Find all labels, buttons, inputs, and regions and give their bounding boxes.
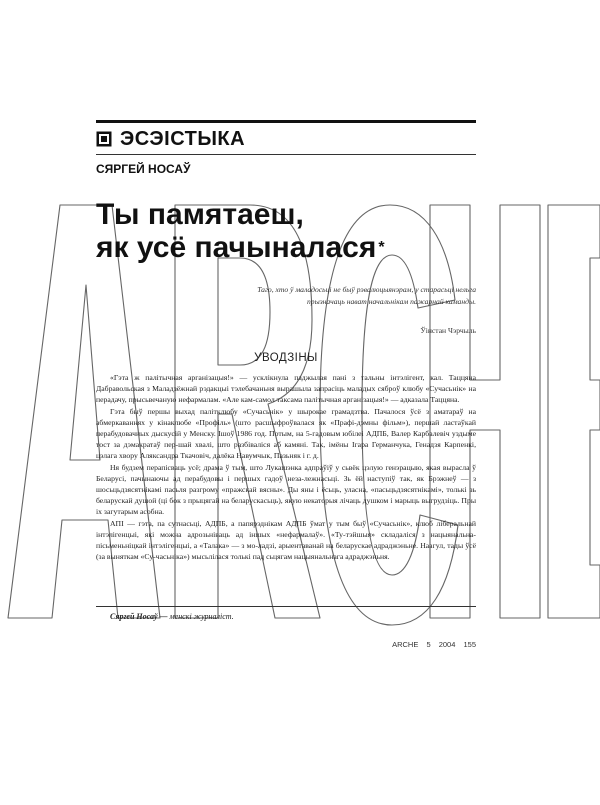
title-line-2 (96, 231, 426, 264)
paragraph: АПІ — гэта, па сутнасьці, АДПБ, а папярэднікам АДПБ ўмат у тым быў «Сучасьнік», клюб ліберальнай інтэлігенцыі, які можна адрозьніваць ад іншых «нефармалаў». «Ту-тэйшыя» складаліся з нацыянальна-пісьменьніцкай інтэлігенцыі, а «Талака» — з мо-ладзі, арыентаванай на беларускае адраджэньне. Наагул, тады ўсё (за выняткам «Су-часьніка») мысьлілася толькі пад сьцягам нацыянальнага адраджэньня. (96, 518, 476, 562)
title-footnote-mark: * (378, 239, 385, 256)
paragraph: Ня будзем перапісваць усё; драма ў тым, што Лукашэнка адпраўіў у сьвёк цэлую генэрацыю, якая вырасла ў Беларусі, пачынаючы ад перабудовы і першых гадоў неза-лежнасьці. Зь ёй наступіў так, як Брэжнеў — з шосьцьдзясятнікамі пасьля разгрому «пражскай вясны». Ды яны і ёсьць, уласна, «пасьцьдзясятнікамі», толькі зь беларускай душой (ці бок з прыцягай на беларускасьць), якую некаторыя лічаць душком і марыць выгрудзіць. Пры іх загутарым асобна. (96, 462, 476, 517)
title-line-2-text: як усё пачыналася (96, 231, 377, 264)
author-name: СЯРГЕЙ НОСАЎ (96, 162, 191, 176)
footnote-role: менскі журналіст. (169, 612, 234, 621)
footnote (110, 612, 234, 621)
section-header (96, 126, 245, 152)
page-info (330, 640, 476, 649)
square-mark-icon (96, 131, 112, 147)
footer-rule (96, 606, 476, 607)
section-title: ЭСЭІСТЫКА (120, 127, 246, 150)
top-rule (96, 120, 476, 123)
journal-name: ARCHE (392, 640, 419, 649)
paragraph: «Гэта ж палітычная арганізацыя!» — усклікнула паджылая пані з тальны інтэлігент, кал. Таццяна Дабравольская з Маладзёжнай рэдакцыі тэлебачаньня вырашыла запрасіць маладых сяброў клюбу «Сучасьнік» на перадачу, прысьвечаную нефармалам. «Але кам-самол таксама палітычная арганізацыя!» — адказала Таццяна. (96, 373, 476, 405)
title-line-1: Ты памятаеш, (96, 198, 304, 231)
page-number: 155 (463, 640, 476, 649)
paragraph: Гэта быў першы выхад палітклюбу «Сучасьнік» у шырокае грамадзтва. Пачалося ўсё з аматараў на абмеркаваннях у кінаклюбе «Профіль» (што расшыфроўвалася як «Прафі-дэмны фільм»), першай ластаўкай перабудовачных дыскусій у Менску. Ішоў 1986 год. Потым, на 5-гадовым юбілеі АДПБ, Валер Карбалевіч уздыме тост за дэмакратаў пер-шай хвалі, што разбіваліся аб камяні. Так, імёны Ігара Германчука, Генадзя Карпенкі, цэлага хвору Аляксандра Ткачовіч, далёка Навумчык, Пазьняк і г. д. (96, 406, 476, 461)
issue-year: 2004 (438, 640, 456, 649)
section-rule (96, 154, 476, 155)
epigraph-author: Ўінстан Чэрчыль (420, 326, 476, 335)
article-title (96, 198, 426, 264)
epigraph: Таго, хто ў маладосьці не быў рэвалюцыянэрам, у старасьці нельга прызначаць нават начальнікам пажарнай каманды. (257, 285, 476, 306)
subheading: УВОДЗІНЫ (254, 352, 318, 364)
issue-number: 5 (426, 640, 431, 649)
footnote-author: Сяргей Носаў — (110, 612, 168, 621)
article-body (96, 372, 476, 562)
